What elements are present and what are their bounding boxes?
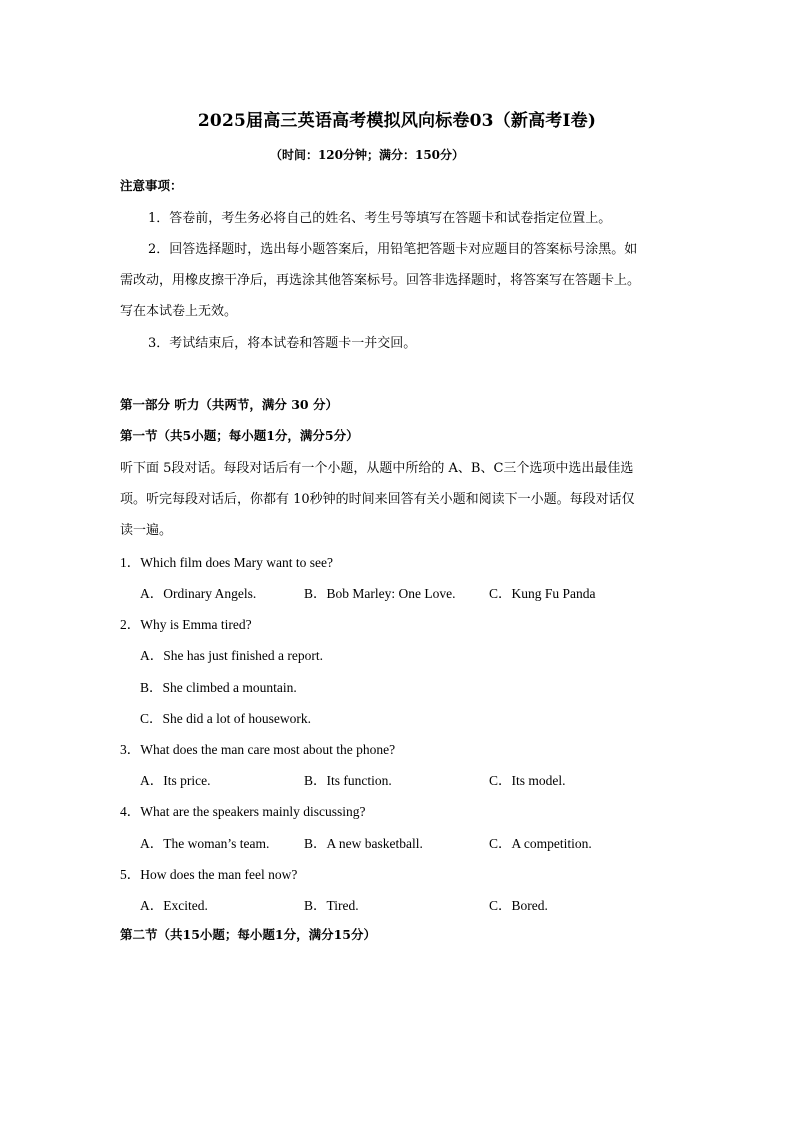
question-5-option-a: A．Excited. [140,898,208,913]
question-2-option-c: C．She did a lot of housework. [140,711,311,726]
notice-item-2-line-1: 2．回答选择题时，选出每小题答案后，用铅笔把答题卡对应题目的答案标号涂黑。如 [148,242,638,257]
question-4-stem: 4．What are the speakers mainly discussing? [120,804,366,819]
question-3-stem: 3．What does the man care most about the phone? [120,742,396,757]
question-1-option-c: C．Kung Fu Panda [489,586,596,601]
question-5-option-c: C．Bored. [489,898,548,913]
instructions-line-1: 听下面 5段对话。每段对话后有一个小题，从题中所给的 A、B、C三个选项中选出最佳选 [120,461,634,476]
question-3-option-b: B．Its function. [304,773,392,788]
part1-heading: 第一部分 听力（共两节，满分 30 分） [120,397,338,412]
question-1-stem: 1．Which film does Mary want to see? [120,555,333,570]
notice-item-2-line-2: 需改动，用橡皮擦干净后，再选涂其他答案标号。回答非选择题时，将答案写在答题卡上。 [120,273,641,288]
question-3-option-a: A．Its price. [140,773,211,788]
question-2-option-b: B．She climbed a mountain. [140,680,297,695]
section1-heading: 第一节（共5小题；每小题1分，满分5分） [120,428,359,443]
question-1-option-b: B．Bob Marley: One Love. [304,586,456,601]
notice-item-2-line-3: 写在本试卷上无效。 [120,304,238,319]
question-3-option-c: C．Its model. [489,773,566,788]
instructions-line-2: 项。听完每段对话后，你都有 10秒钟的时间来回答有关小题和阅读下一小题。每段对话仅 [120,492,635,507]
instructions-line-3: 读一遍。 [120,523,173,538]
question-2-option-a: A．She has just finished a report. [140,648,323,663]
question-2-stem: 2．Why is Emma tired? [120,617,252,632]
notice-item-1: 1．答卷前，考生务必将自己的姓名、考生号等填写在答题卡和试卷指定位置上。 [148,211,612,226]
question-4-option-a: A．The woman’s team. [140,836,270,851]
question-5-option-b: B．Tired. [304,898,359,913]
exam-title: 2025届高三英语高考模拟风向标卷03（新高考I卷) [197,111,597,131]
question-5-stem: 5．How does the man feel now? [120,867,298,882]
exam-subtitle: （时间：120分钟；满分：150分） [269,148,465,162]
question-4-option-c: C．A competition. [489,836,592,851]
notice-item-3: 3．考试结束后，将本试卷和答题卡一并交回。 [148,336,417,351]
question-4-option-b: B．A new basketball. [304,836,423,851]
notice-heading: 注意事项： [120,178,183,193]
section2-heading: 第二节（共15小题；每小题1分，满分15分） [120,927,376,942]
question-1-option-a: A．Ordinary Angels. [140,586,257,601]
